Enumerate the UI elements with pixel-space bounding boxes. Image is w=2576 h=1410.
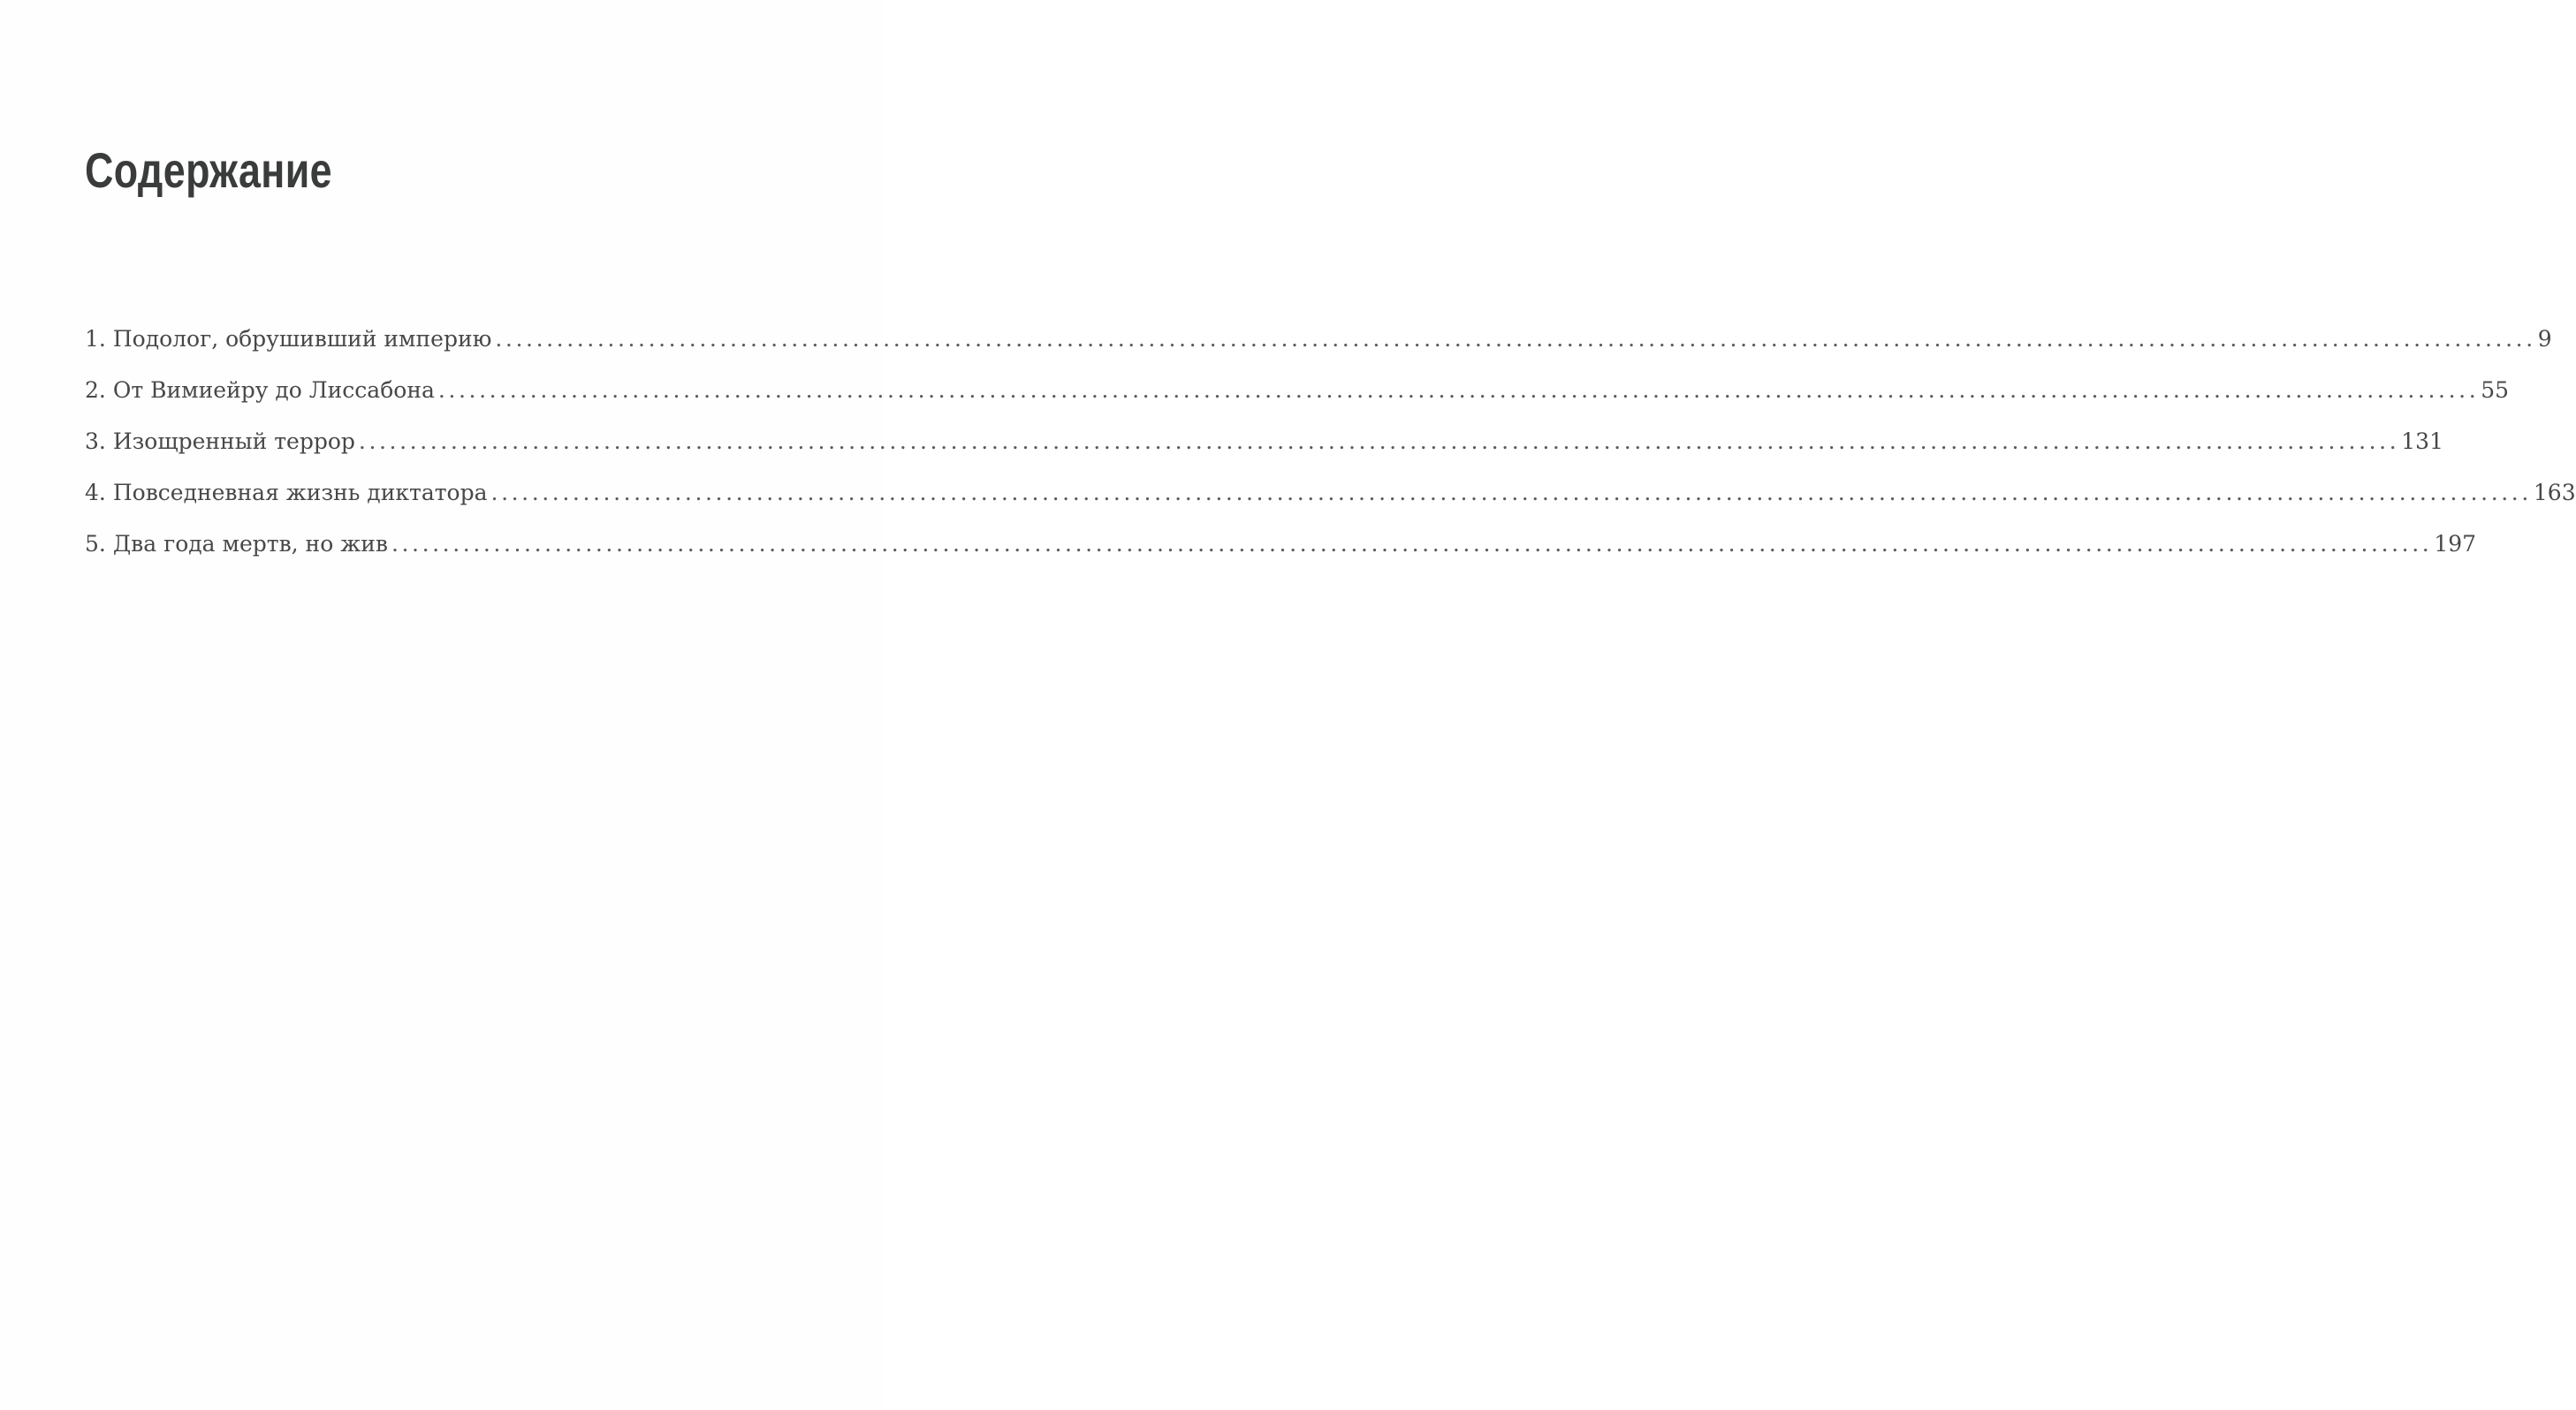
toc-entry [85, 472, 2576, 523]
chapter-title: От Вимиейру до Лиссабона [112, 377, 435, 403]
chapter-number: 1. [85, 326, 106, 352]
chapter-number: 4. [85, 480, 106, 505]
chapter-title: Подолог, обрушивший империю [112, 326, 492, 352]
dot-leader: ........................................................................................................................................................................................................ [490, 480, 2532, 505]
dot-leader: ........................................................................................................................................................................................................ [391, 531, 2433, 557]
chapter-title: Изощренный террор [112, 428, 355, 454]
page-number: 131 [2401, 428, 2443, 454]
chapter-number: 5. [85, 531, 106, 557]
chapter-title: Два года мертв, но жив [112, 531, 388, 557]
page-number: 197 [2434, 531, 2477, 557]
toc-entry [85, 318, 2552, 369]
dot-leader: ........................................................................................................................................................................................................ [495, 326, 2536, 352]
chapter-number: 3. [85, 428, 106, 454]
dot-leader: ........................................................................................................................................................................................................ [358, 428, 2400, 454]
page-title: Содержание [85, 142, 332, 198]
toc-entry [85, 523, 2477, 574]
chapter-number: 2. [85, 377, 106, 403]
chapter-title: Повседневная жизнь диктатора [112, 480, 488, 505]
page-number: 9 [2537, 326, 2552, 352]
toc-entry [85, 369, 2510, 421]
page-number: 55 [2481, 377, 2510, 403]
toc-entry [85, 421, 2443, 472]
table-of-contents [85, 318, 2576, 574]
dot-leader: ........................................................................................................................................................................................................ [437, 377, 2480, 403]
page-number: 163 [2533, 480, 2576, 505]
